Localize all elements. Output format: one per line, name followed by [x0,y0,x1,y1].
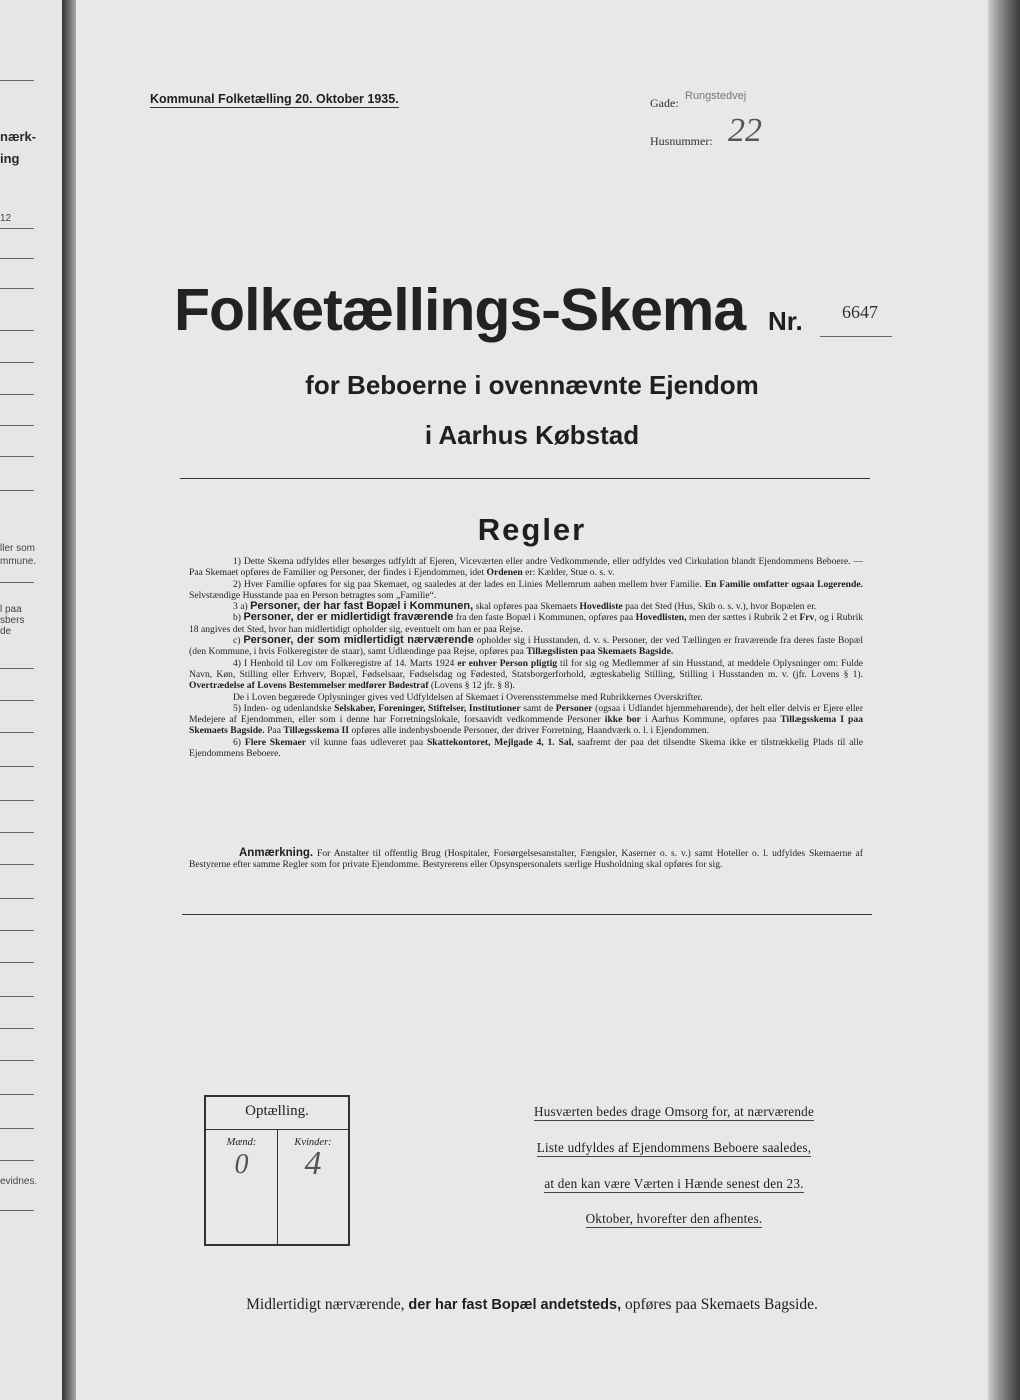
ruled-line [0,1060,34,1061]
prev-page-text: ller som [0,543,36,554]
rule-6: 6) Flere Skemaer vil kunne faas udleveret paa Skattekontoret, Mejlgade 4, 1. Sal, saafremt der paa det tilsendte Skema ikke er tilstrækkelig Plads til alle Ejendommens Beboere. [189,736,864,760]
rule-5: 5) Inden- og udenlandske Selskaber, Foreninger, Stiftelser, Institutioner samt de Personer (ogsaa i Udlandet hjemmehørende), der helt eller delvis er Ejere eller Medejere af Ejendommen, eller som i denne har Forretningslokale, forsaavidt vedkommende Personer ikke bor i Aarhus Kommune, opføres paa Tillægsskema I paa Skemaets Bagside. Paa Tillægsskema II opføres alle indenbysboende Personer, der driver Forretning, Haandværk o. l. i Ejendommen. [189,702,864,737]
ruled-line [0,700,34,701]
form-number-line [820,336,892,337]
form-number-value: 6647 [842,302,878,322]
page-edge [988,0,1020,1400]
ruled-line [0,362,34,363]
men-count-value: 0 [234,1149,249,1180]
previous-page-edge [0,0,62,1400]
note-text: For Anstalter til offentlig Brug (Hospitaler, Forsørgelsesanstalter, Fængsler, Kaserner o. s. v.) samt Hoteller o. l. udfyldes Skemaerne af Bestyrerne efter samme Regler som for private Ejendomme. Bestyrerens eller Opsynspersonalets særlige Husholdning skal opføres for sig. [189,848,863,871]
ruled-line [0,80,34,81]
rules-heading: Regler [477,512,587,547]
ruled-line [0,800,34,801]
ruled-line [0,394,34,395]
ruled-line [0,996,34,997]
rule-3c: c) Personer, der som midlertidigt nærværende opholder sig i Husstanden, d. v. s. Personer, der ved Tællingen er fraværende fra deres faste Bopæl (den Kommune, i hvis Folkeregister de staar), samt Udlændinge paa Rejse, opføres paa Tillægslisten paa Skemaets Bagside. [189,634,863,658]
ruled-line [0,330,34,331]
rules-text [189,556,863,759]
count-box-title: Optælling. [245,1103,309,1119]
ruled-line [0,1160,34,1161]
ruled-line [0,898,34,899]
ruled-line [0,668,34,669]
ruled-line [0,258,34,259]
rule-4: 4) I Henhold til Lov om Folkeregistre af 14. Marts 1924 er enhver Person pligtig til for sig og Medlemmer af sin Husstand, at meddele Oplysninger om: Fulde Navn, Køn, Stilling eller Erhverv, Bopæl, Fødselsaar, Fødselsdag og Fødested, Statsborgerforhold, ægteskabelig Stilling, Stilling i Husstanden m. v. (jfr. Lovens § 1). Overtrædelse af Lovens Bestemmelser medfører Bødestraf (Lovens § 12 jfr. § 8). [189,657,863,692]
rule-2: 2) Hver Familie opføres for sig paa Skemaet, og saaledes at der lades en Linies Mellemrum aaben mellem hver Familie. En Familie omfatter ogsaa Logerende. Selvstændige Husstande paa en Person betragtes som „Familie“. [189,578,864,601]
notice-line-1: Husværten bedes drage Omsorg for, at nærværende [533,1104,814,1119]
count-box [204,1095,350,1246]
street-label: Gade: [650,96,679,110]
house-number-label: Husnummer: [650,134,713,148]
rule-3a: 3 a) Personer, der har fast Bopæl i Kommunen, skal opføres paa Skemaets Hovedliste paa det Sted (Hus, Skib o. s. v.), hvor Bopælen er. [233,600,817,613]
ruled-line [0,1094,34,1095]
ruled-line [0,1128,34,1129]
form-title: Folketællings-Skema [174,277,746,343]
notice-line-4: Oktober, hvorefter den afhentes. [585,1211,763,1226]
note-label: Anmærkning. [239,847,314,859]
rule-1: 1) Dette Skema udfyldes eller besørges udfyldt af Ejeren, Viceværten eller andre Vedkommende, eller udfyldes ved Cirkulation blandt Ejendommens Beboere. — Paa Skemaet opføres de Familier og Personer, der findes i Ejendommen, idet Ordenen er: Kælder, Stue o. s. v. [189,556,863,579]
ruled-line [0,1210,34,1211]
prev-page-text: de [0,626,12,637]
ruled-line [0,962,34,963]
form-subtitle-residents: for Beboerne i ovennævnte Ejendom [305,370,759,400]
footer-instruction: Midlertidigt nærværende, der har fast Bopæl andetsteds, opføres paa Skemaets Bagside. [246,1296,818,1313]
form-subtitle-town: i Aarhus Købstad [424,420,640,450]
ruled-line [0,930,34,931]
divider [182,914,872,915]
ruled-line [0,228,34,229]
prev-page-text: evidnes. [0,1176,38,1187]
prev-page-text: 12 [0,213,12,224]
form-number-label: Nr. [768,306,803,336]
ruled-line [0,732,34,733]
book-gutter [62,0,76,1400]
census-header-title: Kommunal Folketælling 20. Oktober 1935. [150,92,399,106]
ruled-line [0,490,34,491]
notice-line-3: at den kan være Værten i Hænde senest den 23. [544,1176,804,1191]
rule-3b: b) Personer, der er midlertidigt fraværende fra den faste Bopæl i Kommunen, opføres paa Hovedlisten, men der sættes i Rubrik 2 et Frv, og i Rubrik 18 angives det Sted, hvor han midlertidigt opholder sig, eventuelt om han er paa Rejse. [189,611,864,635]
ruled-line [0,766,34,767]
ruled-line [0,1028,34,1029]
men-count-label: Mænd: [226,1137,257,1148]
notice-line-2: Liste udfyldes af Ejendommens Beboere saaledes, [536,1140,812,1155]
census-form-page [76,0,988,1400]
prev-page-text: nærk- [0,129,37,144]
prev-page-text: ing [0,151,20,166]
divider [180,478,870,479]
ruled-line [0,832,34,833]
women-count-label: Kvinder: [294,1137,332,1148]
ruled-line [0,288,34,289]
prev-page-text: mmune. [0,556,37,567]
note-section [189,848,863,871]
ruled-line [0,425,34,426]
prev-page-text: sbers [0,615,25,626]
prev-page-text: l paa [0,604,22,615]
women-count-value: 4 [304,1145,322,1182]
street-value: Rungstedvej [685,90,747,102]
ruled-line [0,456,34,457]
house-number-value: 22 [728,112,762,149]
ruled-line [0,864,34,865]
rule-4-note: De i Loven begærede Oplysninger gives ved Udfyldelsen af Skemaet i Overensstemmelse med Rubrikkernes Overskrifter. [233,691,703,703]
ruled-line [0,582,34,583]
